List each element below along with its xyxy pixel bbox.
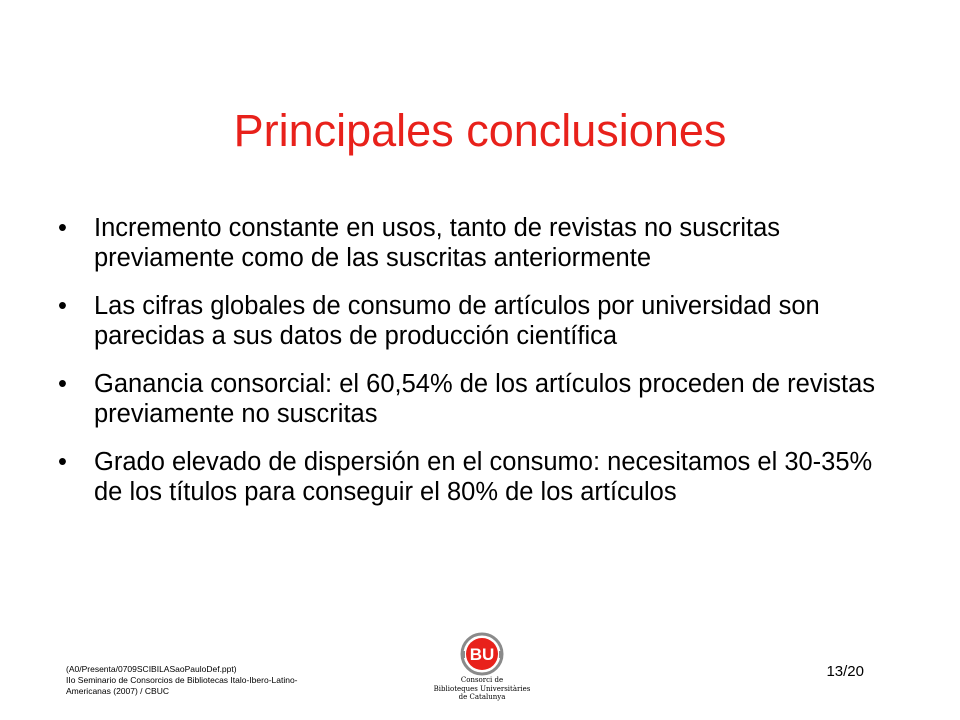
logo-caption-line1: Consorci de [460, 676, 504, 684]
logo-caption-line2: Biblioteques Universitàries [433, 684, 531, 693]
footer-file: (A0/Presenta/0709SCIBILASaoPauloDef.ppt) [66, 664, 237, 674]
slide-title: Principales conclusiones [233, 105, 727, 156]
bullet-icon: • [58, 214, 67, 242]
bullet-text: Las cifras globales de consumo de artículos por universidad son parecidas a sus datos de producción científica [94, 292, 820, 350]
footer-event-line1: IIo Seminario de Consorcios de Bibliotecas Italo-Ibero-Latino- [66, 675, 298, 685]
bullet-icon: • [58, 370, 67, 398]
footer-event-line2: Americanas (2007) / CBUC [66, 686, 169, 696]
logo-caption [433, 676, 531, 702]
bullet-item [58, 214, 898, 273]
bullet-icon: • [58, 448, 67, 476]
bu-logo-icon [433, 632, 531, 678]
bullet-item [58, 292, 898, 351]
bullet-text: Incremento constante en usos, tanto de revistas no suscritas previamente como de las suscritas anteriormente [94, 214, 781, 272]
logo-left-tab [461, 651, 465, 658]
bullet-list [58, 214, 898, 526]
logo-right-tab [499, 651, 503, 658]
bullet-text: Ganancia consorcial: el 60,54% de los artículos proceden de revistas previamente no suscritas [94, 370, 876, 428]
footer-source [66, 664, 366, 697]
logo-caption-line3: de Catalunya [458, 693, 506, 701]
page-number: 13/20 [826, 663, 864, 680]
bullet-icon: • [58, 292, 67, 320]
logo-mark: BU [469, 645, 495, 664]
bullet-item [58, 370, 898, 429]
cbuc-logo [433, 632, 531, 712]
bullet-text: Grado elevado de dispersión en el consumo: necesitamos el 30-35% de los títulos para conseguir el 80% de los artículos [94, 448, 873, 506]
bullet-item [58, 448, 898, 507]
